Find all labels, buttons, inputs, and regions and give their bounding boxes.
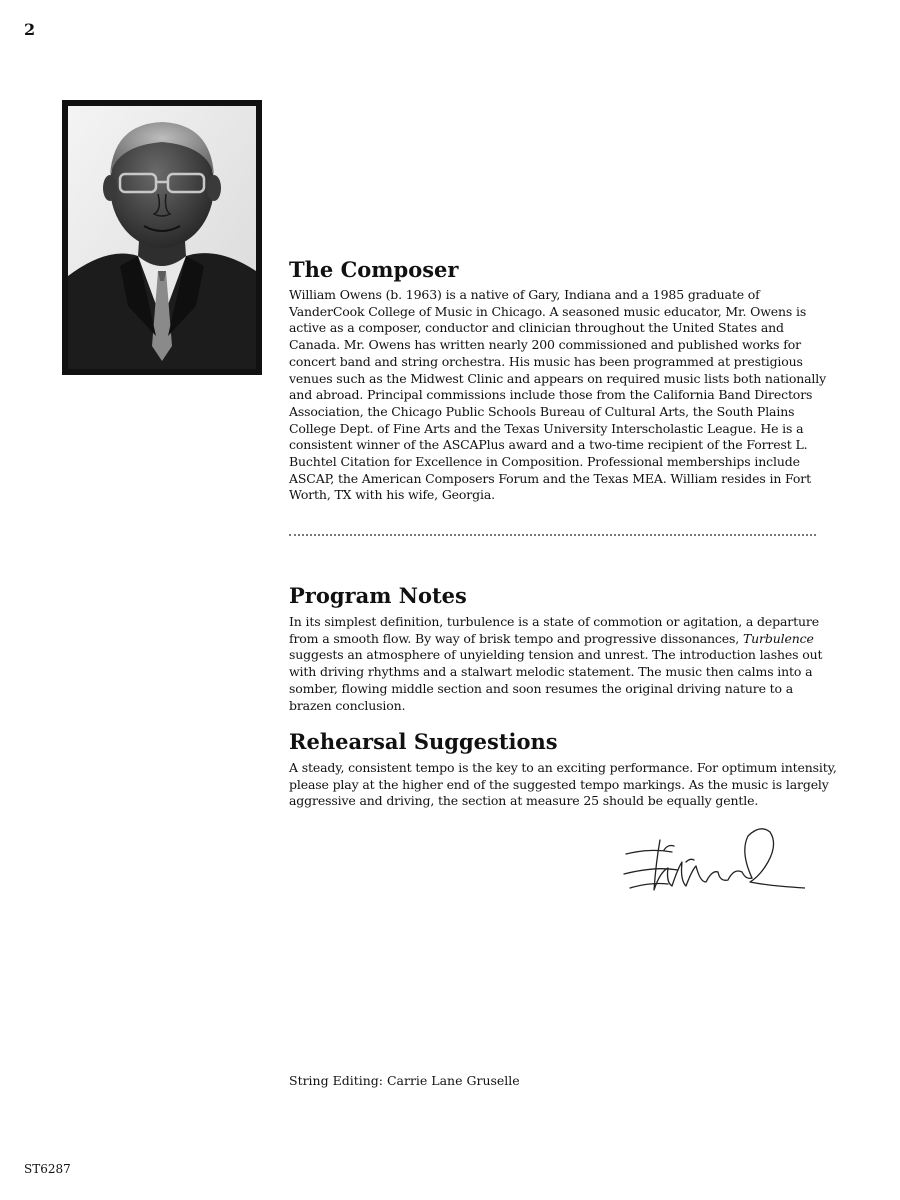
program-notes-text-part1: In its simplest definition, turbulence is a state of commotion or agitation, a departure from a smooth flow. By way of brisk tempo and progressive dissonances, <box>289 614 819 646</box>
section-divider <box>289 534 816 536</box>
page-number: 2 <box>24 20 36 39</box>
signature-icon <box>620 822 805 897</box>
composer-heading: The Composer <box>289 257 459 282</box>
program-notes-section <box>289 582 837 714</box>
piece-title: Turbulence <box>742 630 814 646</box>
composer-section <box>289 256 837 504</box>
program-notes-text <box>289 614 837 714</box>
rehearsal-section <box>289 728 837 810</box>
program-notes-text-part2: suggests an atmosphere of unyielding tension and unrest. The introduction lashes out with driving rhythms and a stalwart melodic statement. The music then calms into a somber, flowing middle section and soon resumes the original driving nature to a brazen conclusion. <box>289 647 823 713</box>
program-notes-heading: Program Notes <box>289 583 467 608</box>
string-editing-credit: String Editing: Carrie Lane Gruselle <box>289 1073 520 1088</box>
composer-bio: William Owens (b. 1963) is a native of Gary, Indiana and a 1985 graduate of VanderCook College of Music in Chicago. A seasoned music educator, Mr. Owens is active as a composer, conductor and clinician throughout the United States and Canada. Mr. Owens has written nearly 200 commissioned and published works for concert band and string orchestra. His music has been programmed at prestigious venues such as the Midwest Clinic and appears on required music lists both nationally and abroad. Principal commissions include those from the California Band Directors Association, the Chicago Public Schools Bureau of Cultural Arts, the South Plains College Dept. of Fine Arts and the Texas University Interscholastic League. He is a consistent winner of the ASCAPlus award and a two-time recipient of the Forrest L. Buchtel Citation for Excellence in Composition. Professional memberships include ASCAP, the American Composers Forum and the Texas MEA. William resides in Fort Worth, TX with his wife, Georgia. <box>289 287 827 503</box>
rehearsal-heading: Rehearsal Suggestions <box>289 729 558 754</box>
rehearsal-text: A steady, consistent tempo is the key to an exciting performance. For optimum intensity, please play at the higher end of the suggested tempo markings. As the music is largely aggressive and driving, the section at measure 25 should be equally gentle. <box>289 760 837 809</box>
catalog-code: ST6287 <box>24 1162 71 1176</box>
composer-photo-frame <box>62 100 262 375</box>
composer-portrait-icon <box>68 106 256 369</box>
